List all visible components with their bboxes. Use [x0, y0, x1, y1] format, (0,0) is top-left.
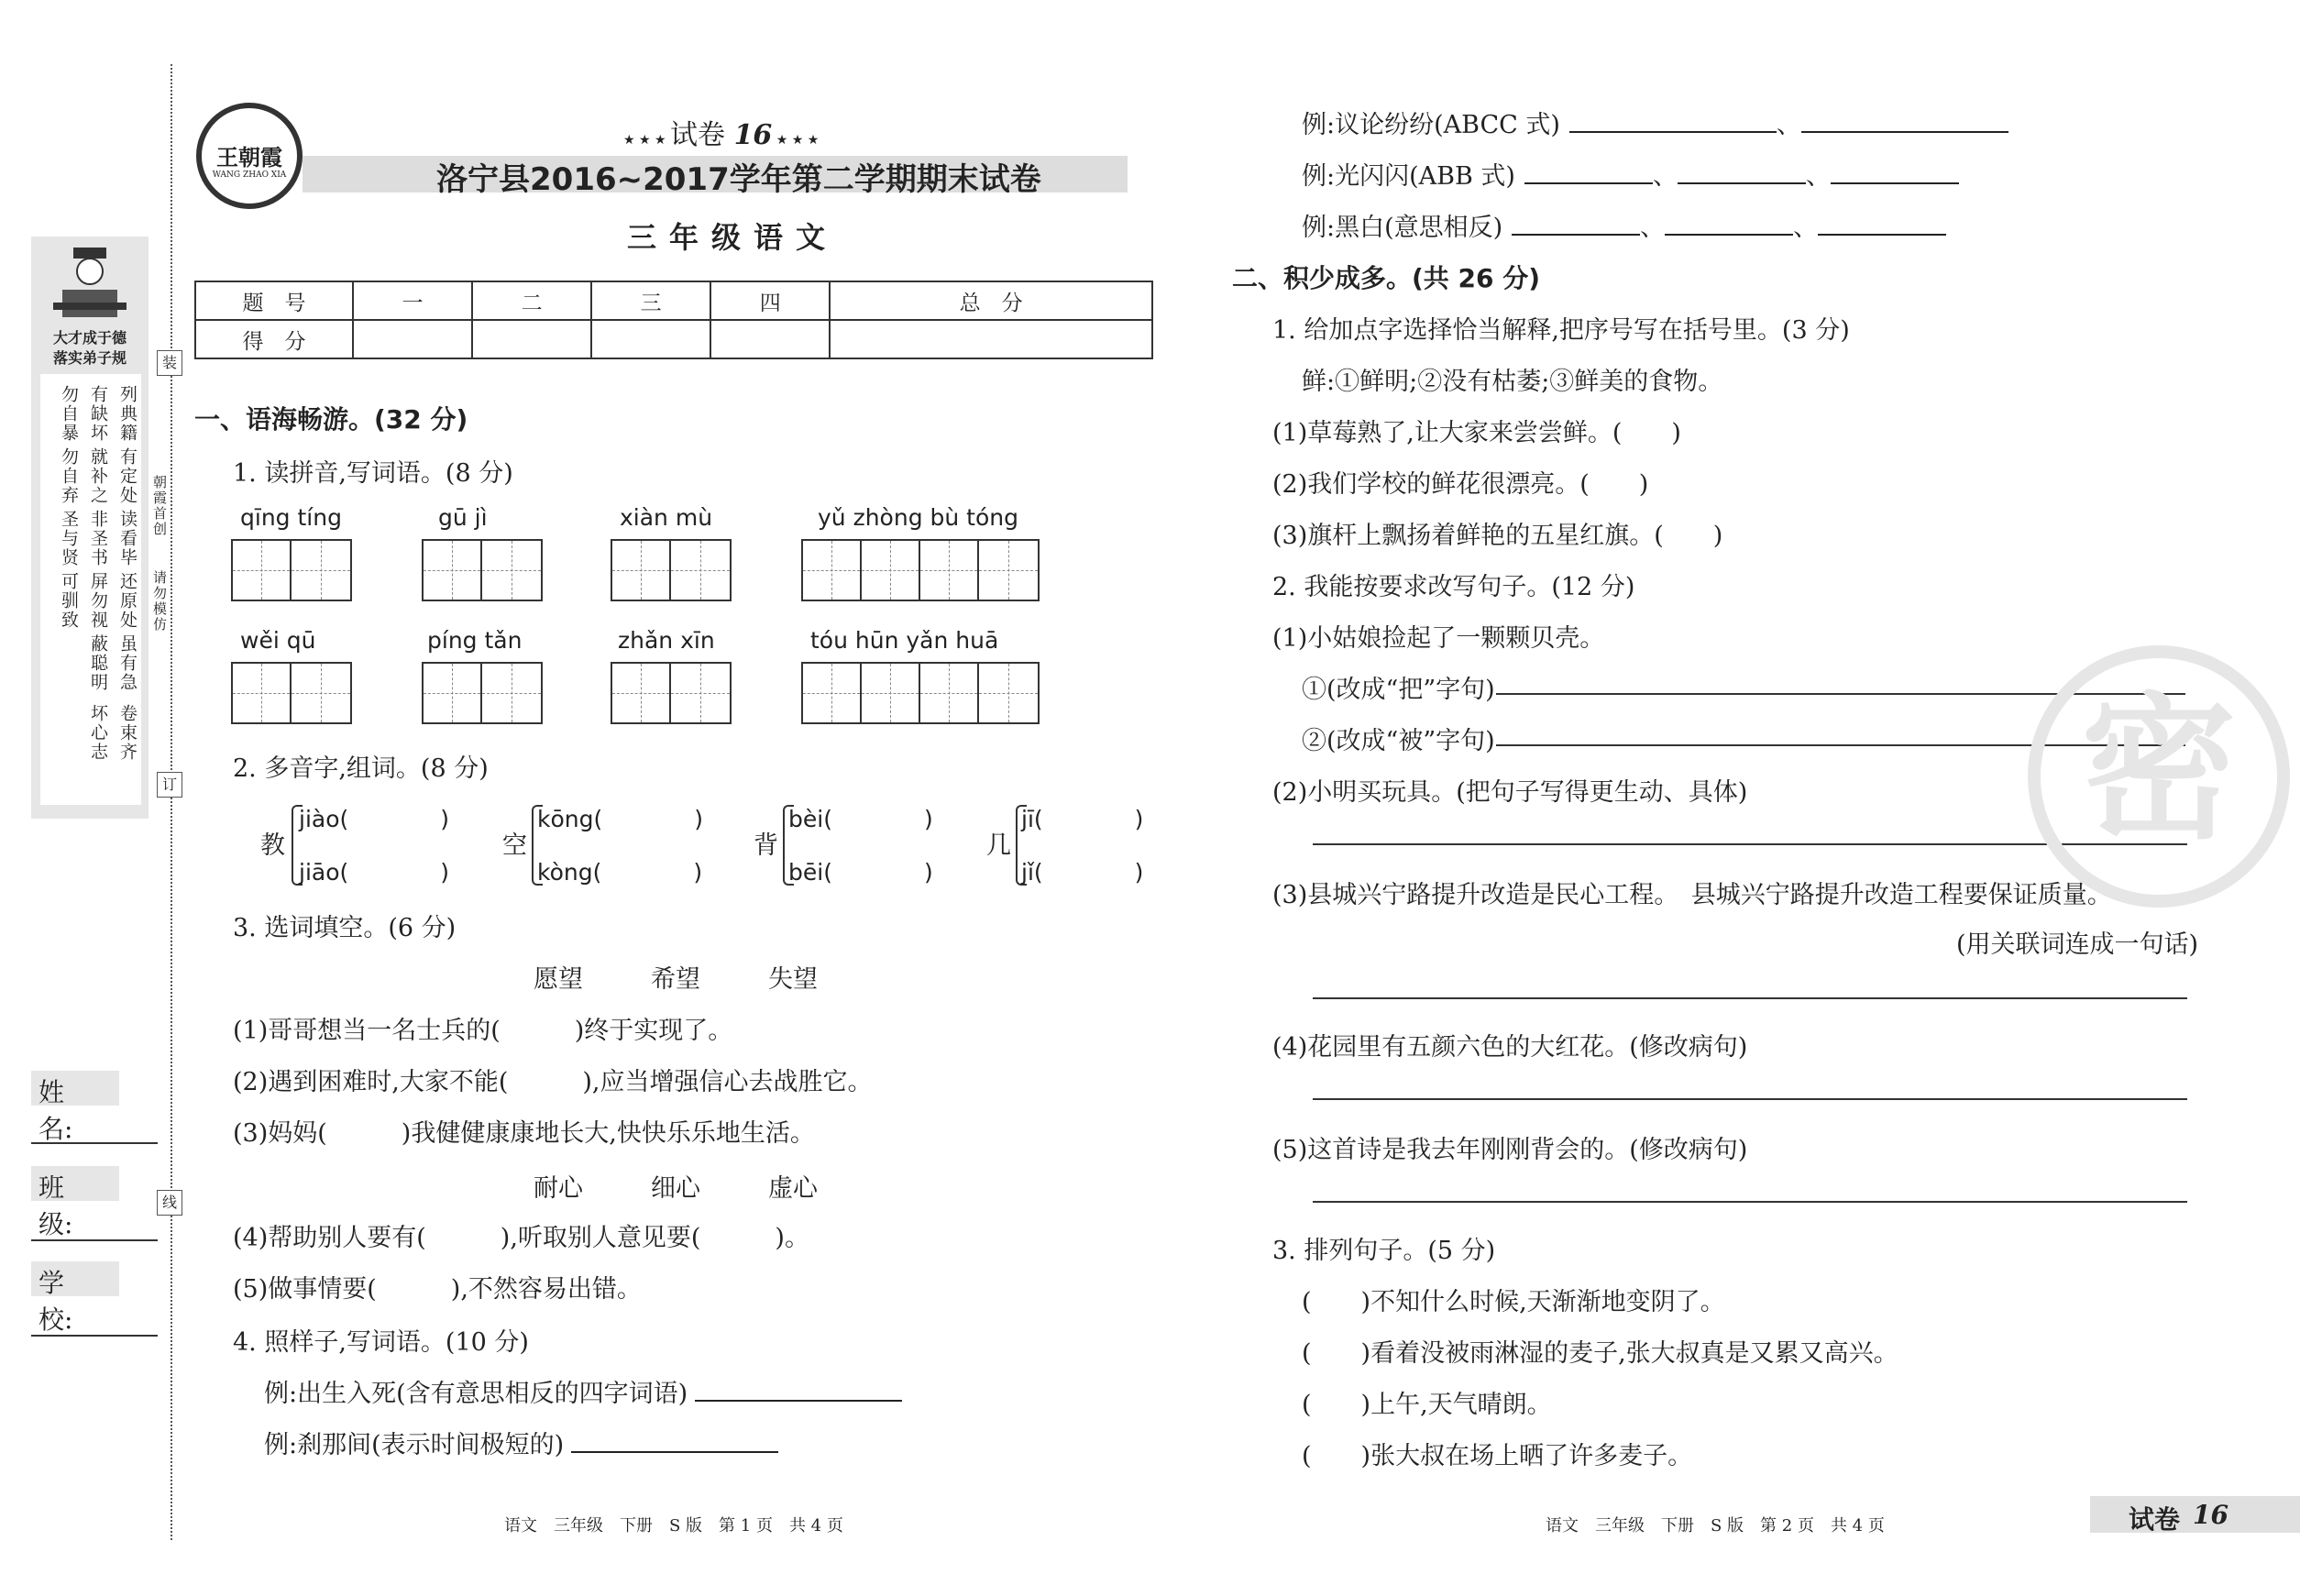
- watermark-seal: [2028, 645, 2290, 908]
- school-field[interactable]: [31, 1335, 158, 1337]
- score-header-row: [195, 281, 1152, 320]
- fill-sentence[interactable]: (2)遇到困难时,大家不能( ),应当增强信心去战胜它。: [233, 1068, 873, 1096]
- section2-title: 二、积少成多。(共 26 分): [1232, 263, 1541, 293]
- page-footer-left: 语文 三年级 下册 S 版 第 1 页 共 4 页: [504, 1516, 843, 1535]
- stars-right-icon: ★ ★ ★: [772, 133, 820, 148]
- exam-subtitle: 三年级语文: [627, 220, 839, 255]
- rewrite-sentence: (4)花园里有五颜六色的大红花。(修改病句): [1272, 1033, 1748, 1062]
- copyright-note: 请勿模仿: [151, 570, 168, 633]
- example-line: [1302, 207, 1946, 243]
- polyphone-reading[interactable]: bèi( ): [788, 806, 933, 832]
- sidebar-col: 可驯致: [59, 572, 79, 630]
- exam-title: 洛宁县2016~2017学年第二学期期末试卷: [436, 161, 1041, 198]
- score-table: [194, 281, 1153, 359]
- order-sentence[interactable]: ( )上午,天气晴朗。: [1302, 1391, 1552, 1419]
- polyphone-reading[interactable]: jiào( ): [299, 806, 450, 832]
- polyphone-reading[interactable]: jǐ( ): [1021, 859, 1144, 886]
- sidebar-motto-1: 大才成于德: [52, 329, 127, 347]
- tianzige-grid[interactable]: [422, 539, 543, 601]
- class-label: 班 级:: [39, 1172, 91, 1239]
- sidebar-col: 屏勿视: [88, 572, 108, 630]
- sidebar-col: 勿自弃: [59, 447, 79, 505]
- answer-line[interactable]: [1313, 1201, 2187, 1203]
- badge-label: 试卷: [2129, 1504, 2181, 1535]
- score-cell[interactable]: [710, 320, 830, 358]
- cut-mark: 装: [157, 350, 182, 376]
- s2q3-title: 3. 排列句子。(5 分): [1272, 1237, 1496, 1265]
- polyphone-reading[interactable]: jī( ): [1021, 806, 1144, 832]
- school-label: 学 校:: [39, 1268, 91, 1335]
- score-header: 四: [710, 281, 830, 320]
- sidebar-col: 蔽聪明: [88, 634, 108, 692]
- polyphone-reading[interactable]: kòng( ): [537, 859, 703, 886]
- order-sentence[interactable]: ( )不知什么时候,天渐渐地变阴了。: [1302, 1288, 1725, 1316]
- tianzige-grid[interactable]: [801, 539, 1040, 601]
- school-label-box: [31, 1261, 119, 1335]
- score-header: 二: [472, 281, 591, 320]
- score-header: 三: [591, 281, 710, 320]
- example-text: 例:刹那间(表示时间极短的): [264, 1431, 565, 1459]
- rewrite-sentence: (1)小姑娘捡起了一颗颗贝壳。: [1272, 624, 1605, 653]
- polyphone-char: 背: [754, 831, 778, 860]
- separator: 、: [1652, 162, 1678, 191]
- sidebar-col: 读看毕: [117, 510, 138, 567]
- series-label: ★ ★ ★ 试卷 16 ★ ★ ★: [623, 119, 820, 151]
- logo-pinyin: WANG ZHAO XIA: [212, 171, 287, 180]
- rewrite-prompt: ②(改成“被”字句): [1302, 727, 1495, 755]
- answer-blank[interactable]: [1818, 214, 1946, 236]
- sidebar-col: 圣与贤: [59, 510, 79, 567]
- section1-title: 一、语海畅游。(32 分): [194, 404, 468, 435]
- score-cell[interactable]: [591, 320, 710, 358]
- choice-sentence[interactable]: (2)我们学校的鲜花很漂亮。( ): [1272, 470, 1649, 499]
- sidebar-motto-box: [31, 237, 149, 819]
- polyphone-char: 教: [260, 831, 285, 860]
- pinyin: gū jì: [438, 504, 488, 531]
- score-cell[interactable]: [472, 320, 591, 358]
- name-label-box: [31, 1071, 119, 1144]
- answer-blank[interactable]: [1569, 111, 1777, 133]
- answer-blank[interactable]: [695, 1380, 902, 1402]
- s1q3-title: 3. 选词填空。(6 分): [233, 914, 457, 942]
- order-sentence[interactable]: ( )看着没被雨淋湿的麦子,张大叔真是又累又高兴。: [1302, 1339, 1898, 1368]
- sidebar-col: 坏心志: [88, 704, 108, 762]
- sidebar-col: 还原处: [117, 572, 138, 630]
- word-choice: 细心: [651, 1174, 700, 1203]
- example-line: [264, 1425, 778, 1460]
- separator: 、: [1793, 214, 1819, 242]
- example-line: [264, 1373, 902, 1409]
- answer-blank[interactable]: [1524, 162, 1653, 184]
- answer-line[interactable]: [1313, 997, 2187, 999]
- page-badge: [2090, 1496, 2300, 1533]
- pinyin: qīng tíng: [240, 504, 342, 531]
- separator: 、: [1640, 214, 1666, 242]
- name-label: 姓 名:: [39, 1077, 91, 1144]
- class-label-box: [31, 1166, 119, 1239]
- sidebar-col: 列典籍: [117, 385, 138, 443]
- cut-mark: 订: [157, 772, 182, 798]
- s2q1-title: 1. 给加点字选择恰当解释,把序号写在括号里。(3 分): [1272, 316, 1850, 345]
- sidebar-col: 虽有急: [117, 634, 138, 692]
- polyphone-reading[interactable]: jiāo( ): [299, 859, 450, 886]
- s1q2-title: 2. 多音字,组词。(8 分): [233, 754, 489, 783]
- word-choice: 耐心: [534, 1174, 583, 1203]
- answer-blank[interactable]: [1801, 111, 2008, 133]
- s1q1-title: 1. 读拼音,写词语。(8 分): [233, 459, 513, 488]
- answer-blank[interactable]: [1831, 162, 1959, 184]
- answer-line[interactable]: [1313, 1098, 2187, 1100]
- rewrite-sentence: (3)县城兴宁路提升改造是民心工程。 县城兴宁路提升改造工程要保证质量。: [1272, 881, 2112, 909]
- logo-text: 王朝霞: [216, 144, 282, 171]
- polyphone-reading[interactable]: kōng( ): [537, 806, 703, 832]
- scholar-figure-icon: [46, 244, 134, 325]
- score-cell[interactable]: [353, 320, 472, 358]
- score-header: 一: [353, 281, 472, 320]
- example-text: 例:出生入死(含有意思相反的四字词语): [264, 1380, 688, 1408]
- sidebar-motto-2: 落实弟子规: [52, 349, 127, 367]
- score-header: 总 分: [830, 281, 1152, 320]
- word-choice: 失望: [768, 965, 818, 994]
- sidebar-col: 卷束齐: [117, 704, 138, 762]
- polyphone-char: 几: [986, 831, 1011, 860]
- score-header: 题 号: [195, 281, 353, 320]
- rewrite-sentence: (5)这首诗是我去年刚刚背会的。(修改病句): [1272, 1136, 1748, 1164]
- tianzige-grid[interactable]: [611, 662, 732, 724]
- tianzige-grid[interactable]: [231, 662, 352, 724]
- order-sentence[interactable]: ( )张大叔在场上晒了许多麦子。: [1302, 1442, 1693, 1470]
- stars-left-icon: ★ ★ ★: [623, 133, 671, 148]
- rewrite-prompt: ①(改成“把”字句): [1302, 676, 1495, 704]
- example-text: 例:光闪闪(ABB 式): [1302, 162, 1515, 191]
- answer-blank[interactable]: [1665, 214, 1793, 236]
- copyright-note: 朝霞首创: [151, 475, 168, 537]
- logo-badge: [196, 103, 303, 209]
- rewrite-note: (用关联词连成一句话): [1956, 930, 2199, 959]
- score-label: 得 分: [195, 320, 353, 358]
- sidebar-col: 勿自暴: [59, 385, 79, 443]
- pinyin: yǔ zhòng bù tóng: [818, 504, 1018, 531]
- watermark-char: 密: [2080, 677, 2237, 861]
- word-choice: 愿望: [534, 965, 583, 994]
- score-value-row: [195, 320, 1152, 358]
- polyphone-reading[interactable]: bēi( ): [788, 859, 933, 886]
- tianzige-grid[interactable]: [231, 539, 352, 601]
- choice-sentence[interactable]: (1)草莓熟了,让大家来尝尝鲜。( ): [1272, 419, 1681, 447]
- cut-mark: 线: [157, 1190, 182, 1216]
- sidebar-col: 就补之: [88, 447, 108, 505]
- tianzige-grid[interactable]: [422, 662, 543, 724]
- pinyin: wěi qū: [240, 627, 316, 654]
- sidebar-col: 非圣书: [88, 510, 108, 567]
- name-field[interactable]: [31, 1142, 158, 1144]
- binding-cut-line: [171, 64, 172, 1540]
- tianzige-grid[interactable]: [611, 539, 732, 601]
- pinyin: zhǎn xīn: [618, 627, 715, 654]
- answer-blank[interactable]: [1678, 162, 1806, 184]
- fill-sentence[interactable]: (5)做事情要( ),不然容易出错。: [233, 1275, 642, 1304]
- pinyin: tóu hūn yǎn huā: [810, 627, 999, 654]
- s1q4-title: 4. 照样子,写词语。(10 分): [233, 1328, 529, 1357]
- choice-sentence[interactable]: (3)旗杆上飘扬着鲜艳的五星红旗。( ): [1272, 522, 1723, 550]
- pinyin: píng tǎn: [427, 627, 523, 654]
- answer-blank[interactable]: [1512, 214, 1640, 236]
- answer-blank[interactable]: [571, 1431, 778, 1453]
- separator: 、: [1776, 111, 1801, 139]
- separator: 、: [1805, 162, 1831, 191]
- example-text: 例:议论纷纷(ABCC 式): [1302, 111, 1560, 139]
- word-choice: 希望: [651, 965, 700, 994]
- example-text: 例:黑白(意思相反): [1302, 214, 1503, 242]
- tianzige-grid[interactable]: [801, 662, 1040, 724]
- example-line: [1302, 156, 1959, 192]
- definition: 鲜:①鲜明;②没有枯萎;③鲜美的食物。: [1302, 368, 1723, 396]
- polyphone-char: 空: [502, 831, 527, 860]
- rewrite-sentence: (2)小明买玩具。(把句子写得更生动、具体): [1272, 778, 1748, 807]
- example-line: [1302, 105, 2008, 140]
- score-cell[interactable]: [830, 320, 1152, 358]
- page-footer-right: 语文 三年级 下册 S 版 第 2 页 共 4 页: [1546, 1516, 1885, 1535]
- s2q2-title: 2. 我能按要求改写句子。(12 分): [1272, 573, 1635, 601]
- class-field[interactable]: [31, 1239, 158, 1241]
- sidebar-col: 有定处: [117, 447, 138, 505]
- pinyin: xiàn mù: [620, 504, 713, 531]
- fill-sentence[interactable]: (4)帮助别人要有( ),听取别人意见要( )。: [233, 1224, 809, 1252]
- sidebar-col: 有缺坏: [88, 385, 108, 443]
- badge-number: 16: [2193, 1500, 2228, 1530]
- fill-sentence[interactable]: (1)哥哥想当一名士兵的( )终于实现了。: [233, 1017, 733, 1045]
- word-choice: 虚心: [768, 1174, 818, 1203]
- fill-sentence[interactable]: (3)妈妈( )我健健康康地长大,快快乐乐地生活。: [233, 1119, 815, 1148]
